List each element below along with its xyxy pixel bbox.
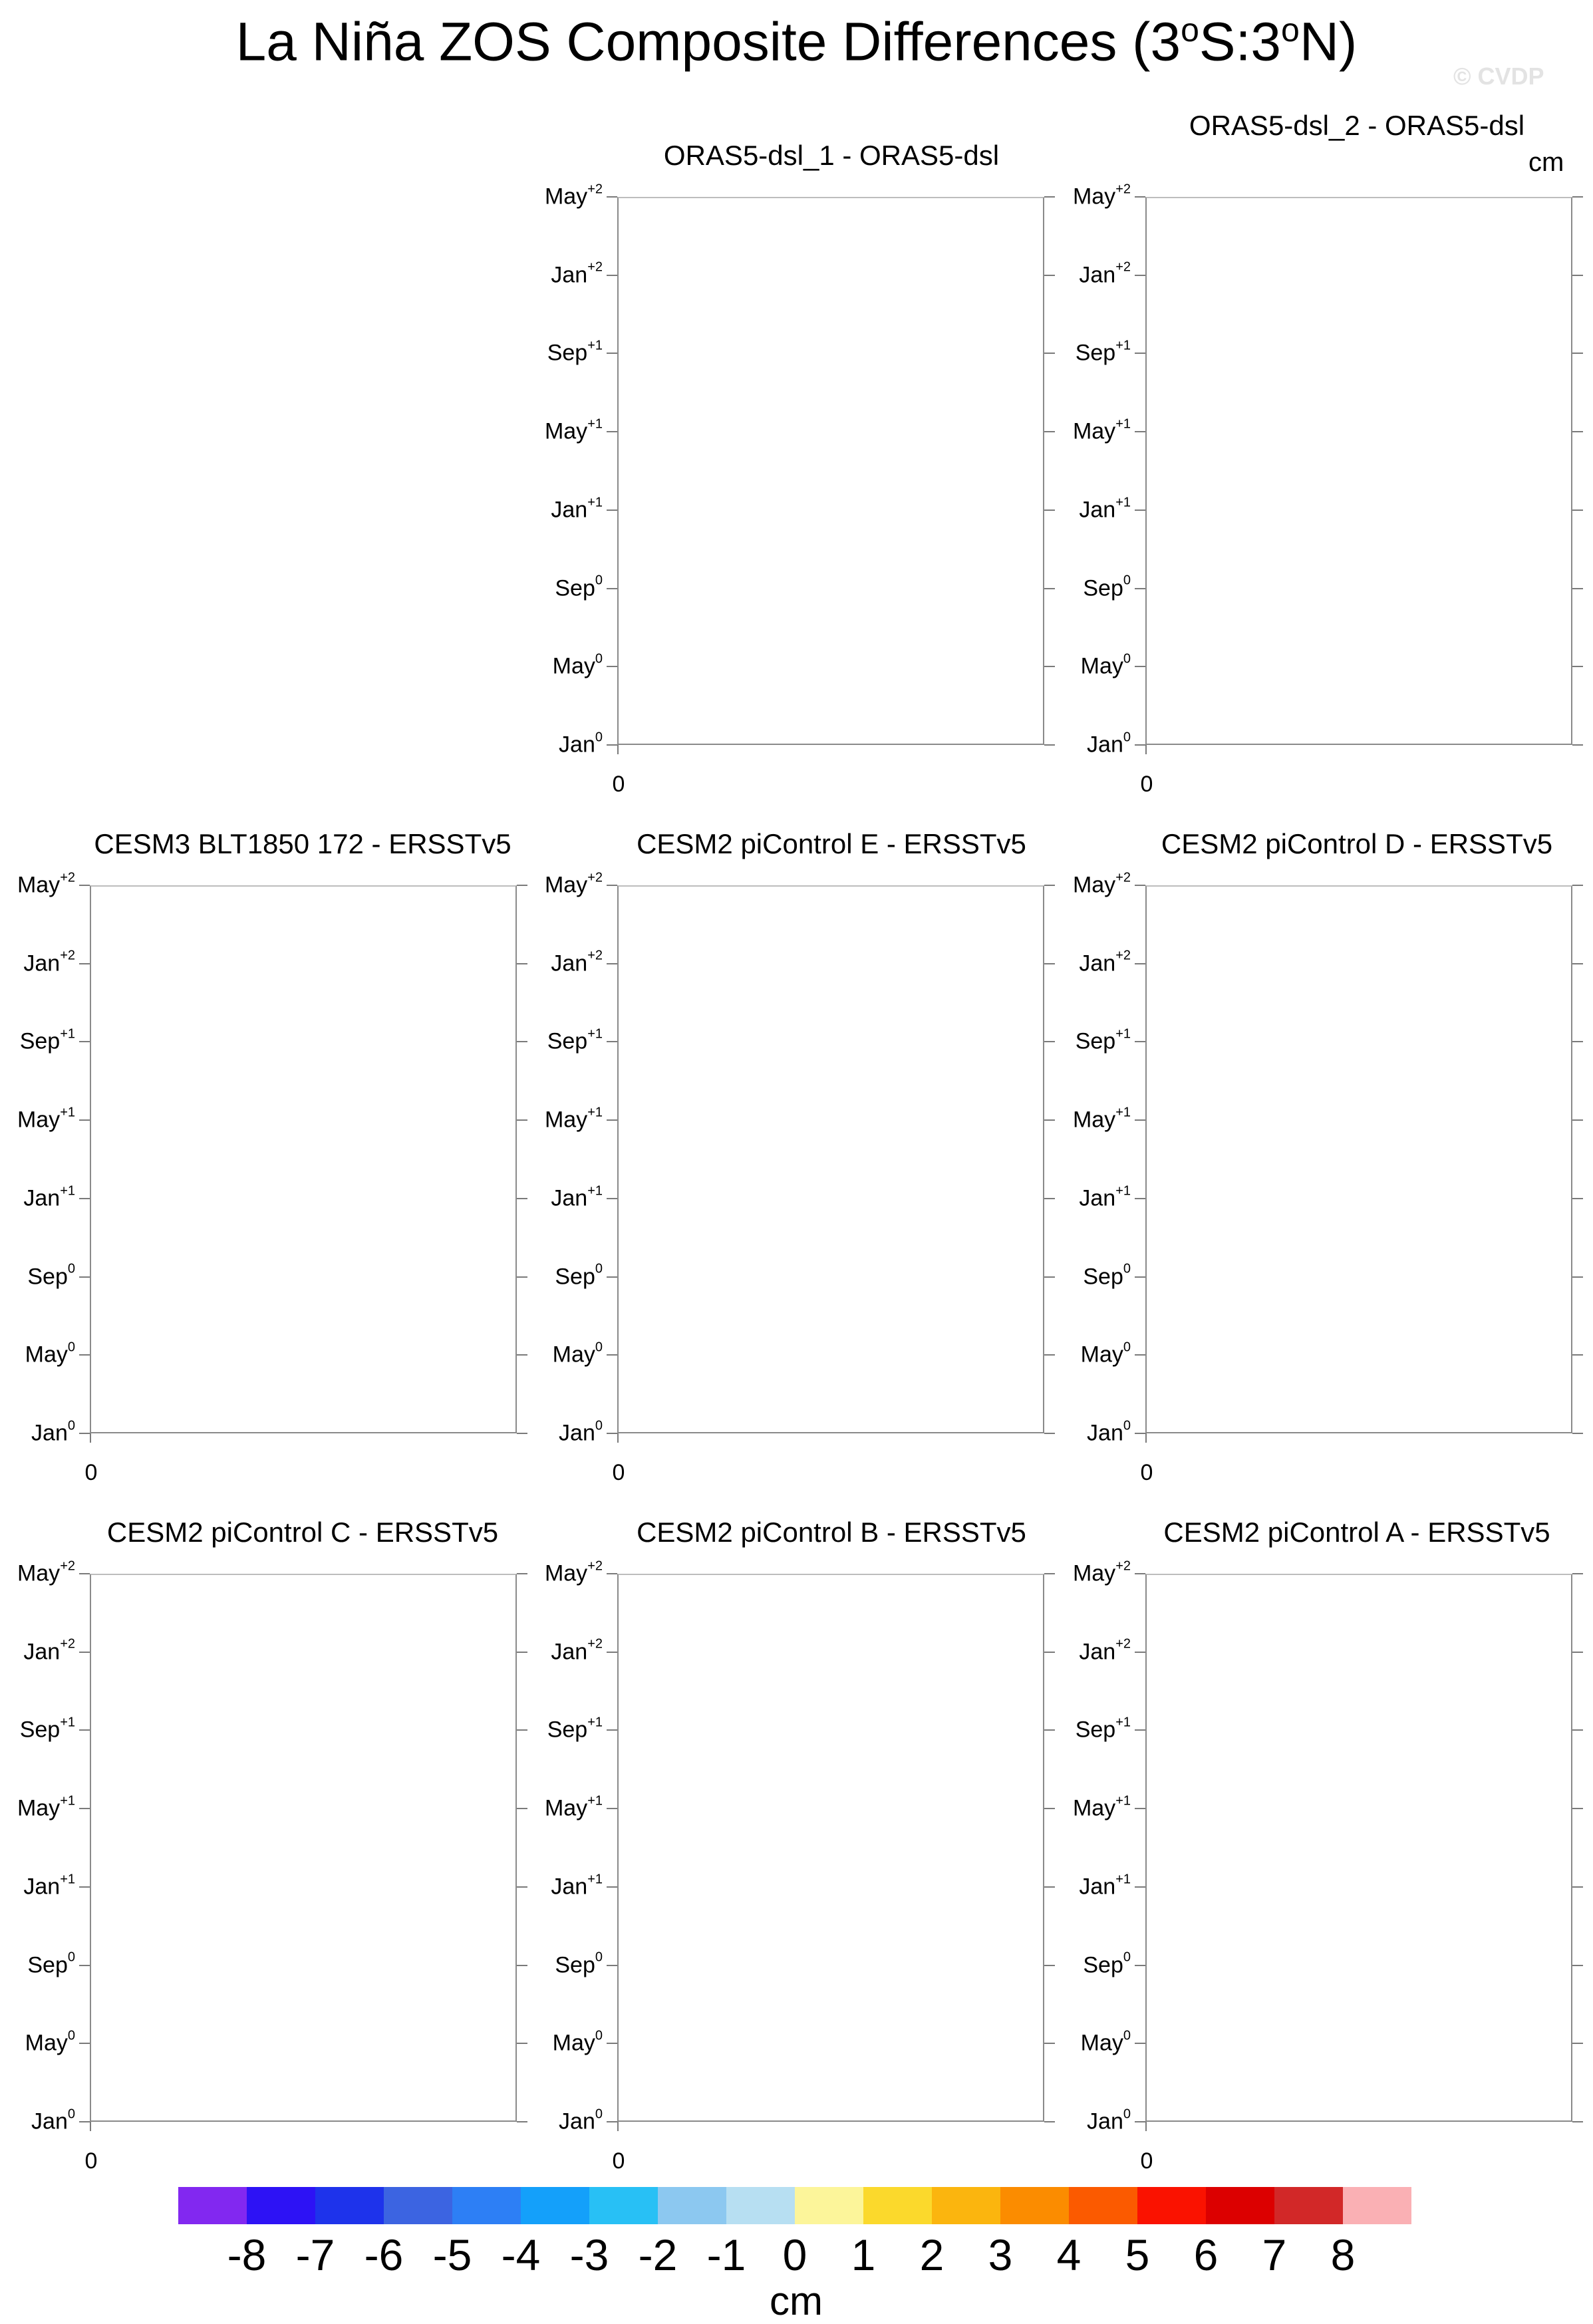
x-tick-label: 0 (1140, 772, 1153, 797)
y-tick-mark (1135, 744, 1145, 746)
y-tick-label: May$^0$ (1080, 2028, 1131, 2056)
colorbar-label: 1 (851, 2230, 876, 2279)
y-tick-mark (607, 744, 617, 746)
y-tick-mark-right (1044, 431, 1055, 432)
y-tick-label: May$^0$ (1080, 1340, 1131, 1368)
colorbar-swatch (658, 2187, 726, 2224)
y-tick-label: May$^0$ (552, 1340, 603, 1368)
panel-plot-area (1145, 885, 1572, 1433)
y-tick-label: Jan$^0$ (559, 730, 603, 758)
y-tick-mark-right (1044, 588, 1055, 589)
y-tick-label: Jan$^{+2}$ (1079, 1636, 1131, 1665)
y-tick-mark-right (1572, 666, 1583, 667)
y-tick-mark-right (1044, 1729, 1055, 1731)
y-tick-mark (79, 2043, 90, 2044)
y-tick-mark (607, 1729, 617, 1731)
y-tick-label: May$^0$ (25, 1340, 75, 1368)
panel-title: ORAS5-dsl_2 - ORAS5-dsl (1189, 110, 1525, 141)
y-tick-mark-right (517, 1965, 527, 1966)
x-tick-mark (617, 1433, 619, 1443)
y-tick-mark-right (517, 1729, 527, 1731)
y-tick-mark-right (1572, 1041, 1583, 1042)
y-tick-mark-right (1044, 353, 1055, 354)
y-tick-label: Jan$^{+1}$ (1079, 1872, 1131, 1900)
y-tick-label: Jan$^{+2}$ (1079, 948, 1131, 976)
y-tick-label: May$^{+2}$ (544, 182, 603, 210)
x-tick-label: 0 (612, 2148, 625, 2174)
y-tick-label: Jan$^{+2}$ (23, 1636, 75, 1665)
y-tick-mark-right (1044, 509, 1055, 511)
y-tick-mark-right (1044, 2043, 1055, 2044)
y-tick-label: Sep$^{+1}$ (1075, 338, 1131, 366)
y-tick-mark (1135, 353, 1145, 354)
y-tick-mark-right (1044, 744, 1055, 746)
y-tick-mark (79, 963, 90, 964)
y-tick-label: May$^{+2}$ (17, 870, 75, 898)
y-tick-mark (79, 1198, 90, 1199)
y-tick-label: May$^0$ (1080, 651, 1131, 679)
y-tick-mark (79, 1729, 90, 1731)
y-tick-label: Jan$^0$ (1087, 730, 1131, 758)
colorbar-swatch (521, 2187, 589, 2224)
y-tick-label: Sep$^0$ (1083, 1950, 1131, 1978)
y-tick-mark (1135, 1652, 1145, 1653)
y-tick-mark (607, 1808, 617, 1809)
x-tick-mark (1145, 2122, 1147, 2131)
panel-plot-area (617, 197, 1044, 745)
y-tick-mark-right (1572, 353, 1583, 354)
y-tick-mark-right (517, 963, 527, 964)
y-tick-mark-right (517, 885, 527, 886)
y-tick-label: May$^{+2}$ (544, 1558, 603, 1586)
y-tick-mark (607, 1198, 617, 1199)
x-tick-mark (1145, 1433, 1147, 1443)
y-tick-label: Jan$^{+2}$ (551, 948, 603, 976)
y-tick-mark-right (1572, 1119, 1583, 1121)
y-tick-label: Jan$^0$ (1087, 2106, 1131, 2134)
y-tick-mark (1135, 1886, 1145, 1888)
y-tick-mark (607, 431, 617, 432)
y-tick-mark-right (1044, 1886, 1055, 1888)
panel-plot-area (90, 1574, 517, 2122)
y-tick-label: Sep$^0$ (27, 1950, 75, 1978)
y-tick-mark (607, 275, 617, 276)
colorbar-swatch (863, 2187, 932, 2224)
y-tick-mark (1135, 1965, 1145, 1966)
panel-title: CESM2 piControl B - ERSSTv5 (637, 1517, 1026, 1548)
colorbar-swatch (315, 2187, 384, 2224)
colorbar-label: 0 (782, 2230, 807, 2279)
colorbar-label: -4 (501, 2230, 541, 2279)
y-tick-label: Jan$^0$ (31, 1418, 75, 1446)
y-tick-mark-right (1044, 275, 1055, 276)
y-tick-label: Sep$^{+1}$ (1075, 1715, 1131, 1743)
x-tick-label: 0 (84, 2148, 98, 2174)
y-tick-mark-right (1572, 1433, 1583, 1434)
colorbar-label: 7 (1262, 2230, 1287, 2279)
colorbar-label: -1 (706, 2230, 746, 2279)
y-tick-mark (79, 1433, 90, 1434)
y-tick-label: Sep$^0$ (555, 1261, 603, 1290)
y-tick-label: May$^{+1}$ (1072, 1793, 1131, 1821)
y-tick-label: May$^{+1}$ (544, 1105, 603, 1133)
y-tick-mark (79, 1573, 90, 1574)
y-tick-mark (1135, 1119, 1145, 1121)
x-tick-mark (617, 745, 619, 754)
y-tick-label: May$^{+1}$ (1072, 416, 1131, 444)
y-tick-label: Jan$^0$ (31, 2106, 75, 2134)
y-tick-mark-right (1572, 885, 1583, 886)
colorbar-label: -3 (569, 2230, 609, 2279)
y-tick-mark-right (1044, 1276, 1055, 1278)
y-tick-mark-right (1044, 1808, 1055, 1809)
x-tick-mark (90, 1433, 91, 1443)
y-tick-mark-right (1572, 1729, 1583, 1731)
y-tick-mark-right (1572, 2121, 1583, 2122)
y-tick-mark (607, 2043, 617, 2044)
y-tick-label: Jan$^0$ (559, 1418, 603, 1446)
y-tick-mark (607, 666, 617, 667)
x-tick-label: 0 (1140, 1460, 1153, 1485)
y-tick-mark (1135, 1354, 1145, 1356)
colorbar-swatch (452, 2187, 521, 2224)
panel-title: CESM2 piControl D - ERSSTv5 (1161, 828, 1553, 859)
y-tick-label: Jan$^{+1}$ (1079, 1183, 1131, 1211)
y-tick-label: Sep$^{+1}$ (547, 1026, 603, 1054)
x-tick-mark (1145, 745, 1147, 754)
x-tick-label: 0 (612, 772, 625, 797)
y-tick-mark-right (517, 1573, 527, 1574)
y-tick-mark (607, 509, 617, 511)
y-tick-mark (607, 885, 617, 886)
y-tick-label: May$^{+2}$ (1072, 870, 1131, 898)
y-tick-mark-right (1572, 196, 1583, 198)
colorbar-swatch (1274, 2187, 1343, 2224)
y-tick-mark (607, 1276, 617, 1278)
y-tick-mark-right (1572, 963, 1583, 964)
colorbar-label: -5 (432, 2230, 472, 2279)
panel-plot-area (617, 885, 1044, 1433)
y-tick-label: Sep$^{+1}$ (547, 1715, 603, 1743)
y-tick-mark (1135, 431, 1145, 432)
y-tick-mark-right (1044, 1119, 1055, 1121)
y-tick-mark (79, 2121, 90, 2122)
panel-plot-area (617, 1574, 1044, 2122)
units-label: cm (1528, 148, 1564, 177)
colorbar-label: 8 (1330, 2230, 1356, 2279)
y-tick-mark (607, 353, 617, 354)
y-tick-mark (1135, 1433, 1145, 1434)
colorbar-swatch (1206, 2187, 1274, 2224)
colorbar-swatch (1343, 2187, 1411, 2224)
y-tick-mark-right (517, 1433, 527, 1434)
y-tick-mark (1135, 1808, 1145, 1809)
y-tick-mark (607, 1573, 617, 1574)
y-tick-label: Sep$^0$ (555, 1950, 603, 1978)
y-tick-mark (607, 1965, 617, 1966)
y-tick-mark-right (517, 1652, 527, 1653)
y-tick-mark-right (1572, 509, 1583, 511)
y-tick-mark-right (1572, 1276, 1583, 1278)
colorbar-swatch (1069, 2187, 1137, 2224)
y-tick-mark (1135, 963, 1145, 964)
y-tick-mark-right (1572, 431, 1583, 432)
y-tick-mark (1135, 588, 1145, 589)
y-tick-mark (607, 963, 617, 964)
y-tick-label: Jan$^{+1}$ (23, 1872, 75, 1900)
colorbar-label: 2 (919, 2230, 944, 2279)
y-tick-mark (79, 1354, 90, 1356)
y-tick-mark (1135, 666, 1145, 667)
y-tick-mark (607, 196, 617, 198)
colorbar-label: 3 (988, 2230, 1013, 2279)
y-tick-mark-right (1572, 1652, 1583, 1653)
y-tick-mark (79, 885, 90, 886)
y-tick-mark (607, 1041, 617, 1042)
colorbar-label: -7 (295, 2230, 335, 2279)
y-tick-mark (1135, 1198, 1145, 1199)
y-tick-mark-right (1572, 744, 1583, 746)
y-tick-mark-right (1044, 1965, 1055, 1966)
panel-title: CESM2 piControl A - ERSSTv5 (1163, 1517, 1550, 1548)
y-tick-mark (1135, 1276, 1145, 1278)
y-tick-label: May$^0$ (25, 2028, 75, 2056)
y-tick-label: Sep$^{+1}$ (547, 338, 603, 366)
colorbar-swatch (932, 2187, 1000, 2224)
y-tick-mark (79, 1808, 90, 1809)
x-tick-label: 0 (1140, 2148, 1153, 2174)
colorbar-swatch (178, 2187, 247, 2224)
panel-title: CESM2 piControl E - ERSSTv5 (637, 828, 1026, 859)
y-tick-mark-right (1044, 1041, 1055, 1042)
y-tick-mark (79, 1965, 90, 1966)
y-tick-mark-right (1044, 2121, 1055, 2122)
y-tick-mark (1135, 1729, 1145, 1731)
y-tick-mark (1135, 2121, 1145, 2122)
y-tick-label: Sep$^0$ (1083, 1261, 1131, 1290)
y-tick-mark-right (1572, 588, 1583, 589)
colorbar-swatch (795, 2187, 863, 2224)
y-tick-mark (607, 2121, 617, 2122)
y-tick-mark-right (1044, 1433, 1055, 1434)
x-tick-mark (90, 2122, 91, 2131)
colorbar-swatch (1000, 2187, 1069, 2224)
y-tick-label: Sep$^0$ (555, 573, 603, 601)
y-tick-mark (607, 1886, 617, 1888)
x-tick-label: 0 (84, 1460, 98, 1485)
y-tick-label: May$^{+2}$ (544, 870, 603, 898)
y-tick-mark (1135, 885, 1145, 886)
y-tick-mark-right (517, 2043, 527, 2044)
y-tick-mark (607, 1119, 617, 1121)
y-tick-label: Jan$^{+1}$ (23, 1183, 75, 1211)
y-tick-label: Jan$^{+1}$ (551, 1872, 603, 1900)
y-tick-mark-right (1572, 1354, 1583, 1356)
y-tick-mark-right (517, 1354, 527, 1356)
y-tick-label: Jan$^{+1}$ (551, 495, 603, 523)
y-tick-mark (1135, 1041, 1145, 1042)
y-tick-mark (607, 1433, 617, 1434)
panel-plot-area (90, 885, 517, 1433)
colorbar-swatch (1137, 2187, 1206, 2224)
y-tick-mark (1135, 275, 1145, 276)
y-tick-label: May$^{+1}$ (17, 1105, 75, 1133)
colorbar-label: 6 (1193, 2230, 1219, 2279)
y-tick-mark-right (1572, 1965, 1583, 1966)
y-tick-label: May$^{+1}$ (17, 1793, 75, 1821)
colorbar-unit: cm (770, 2279, 823, 2323)
y-tick-label: Jan$^{+1}$ (551, 1183, 603, 1211)
y-tick-label: Sep$^{+1}$ (19, 1715, 75, 1743)
colorbar-swatch (726, 2187, 795, 2224)
watermark: © CVDP (1453, 63, 1544, 90)
y-tick-mark-right (517, 1886, 527, 1888)
y-tick-mark-right (517, 1198, 527, 1199)
y-tick-mark-right (517, 1041, 527, 1042)
colorbar-label: 4 (1056, 2230, 1082, 2279)
y-tick-mark (1135, 1573, 1145, 1574)
y-tick-mark (79, 1041, 90, 1042)
y-tick-mark (607, 588, 617, 589)
y-tick-label: May$^{+2}$ (1072, 182, 1131, 210)
y-tick-mark (79, 1276, 90, 1278)
colorbar-label: -6 (364, 2230, 404, 2279)
y-tick-label: Sep$^0$ (27, 1261, 75, 1290)
y-tick-label: May$^{+2}$ (17, 1558, 75, 1586)
panel-title: ORAS5-dsl_1 - ORAS5-dsl (663, 140, 1000, 171)
y-tick-label: May$^{+1}$ (544, 1793, 603, 1821)
y-tick-mark-right (1044, 666, 1055, 667)
y-tick-label: Jan$^{+1}$ (1079, 495, 1131, 523)
y-tick-mark-right (517, 1119, 527, 1121)
colorbar-swatch (589, 2187, 658, 2224)
y-tick-mark-right (1572, 1573, 1583, 1574)
y-tick-mark (1135, 196, 1145, 198)
y-tick-mark-right (1044, 885, 1055, 886)
colorbar-label: -2 (638, 2230, 678, 2279)
y-tick-label: Sep$^{+1}$ (19, 1026, 75, 1054)
y-tick-mark-right (1572, 2043, 1583, 2044)
colorbar-label: 5 (1125, 2230, 1150, 2279)
y-tick-mark (1135, 509, 1145, 511)
y-tick-mark-right (1572, 1198, 1583, 1199)
y-tick-mark-right (1044, 1652, 1055, 1653)
y-tick-mark-right (1572, 275, 1583, 276)
colorbar (178, 2187, 1411, 2224)
y-tick-mark-right (517, 2121, 527, 2122)
y-tick-mark-right (1572, 1886, 1583, 1888)
y-tick-mark-right (1044, 1573, 1055, 1574)
y-tick-label: May$^{+1}$ (544, 416, 603, 444)
y-tick-mark-right (517, 1808, 527, 1809)
y-tick-label: Jan$^{+2}$ (23, 948, 75, 976)
figure-title: La Niña ZOS Composite Differences (3$^o$S:3$^o$N) (235, 11, 1358, 73)
y-tick-label: May$^0$ (552, 651, 603, 679)
y-tick-label: Jan$^0$ (559, 2106, 603, 2134)
x-tick-label: 0 (612, 1460, 625, 1485)
y-tick-label: Jan$^{+2}$ (551, 1636, 603, 1665)
y-tick-mark (607, 1354, 617, 1356)
y-tick-mark (79, 1652, 90, 1653)
y-tick-mark-right (1044, 196, 1055, 198)
y-tick-mark-right (1044, 1198, 1055, 1199)
y-tick-mark-right (1572, 1808, 1583, 1809)
y-tick-mark-right (1044, 963, 1055, 964)
y-tick-label: May$^{+2}$ (1072, 1558, 1131, 1586)
y-tick-mark-right (517, 1276, 527, 1278)
panel-title: CESM2 piControl C - ERSSTv5 (106, 1517, 499, 1548)
y-tick-mark (79, 1119, 90, 1121)
y-tick-label: Jan$^{+2}$ (551, 259, 603, 288)
y-tick-mark (79, 1886, 90, 1888)
y-tick-mark (1135, 2043, 1145, 2044)
y-tick-label: Sep$^0$ (1083, 573, 1131, 601)
panel-title: CESM3 BLT1850 172 - ERSSTv5 (94, 828, 511, 859)
y-tick-label: May$^0$ (552, 2028, 603, 2056)
y-tick-label: Jan$^{+2}$ (1079, 259, 1131, 288)
colorbar-label: -8 (227, 2230, 267, 2279)
y-tick-label: May$^{+1}$ (1072, 1105, 1131, 1133)
panel-plot-area (1145, 197, 1572, 745)
colorbar-swatch (247, 2187, 315, 2224)
y-tick-mark (607, 1652, 617, 1653)
panel-plot-area (1145, 1574, 1572, 2122)
y-tick-label: Sep$^{+1}$ (1075, 1026, 1131, 1054)
y-tick-label: Jan$^0$ (1087, 1418, 1131, 1446)
y-tick-mark-right (1044, 1354, 1055, 1356)
colorbar-swatch (384, 2187, 452, 2224)
x-tick-mark (617, 2122, 619, 2131)
